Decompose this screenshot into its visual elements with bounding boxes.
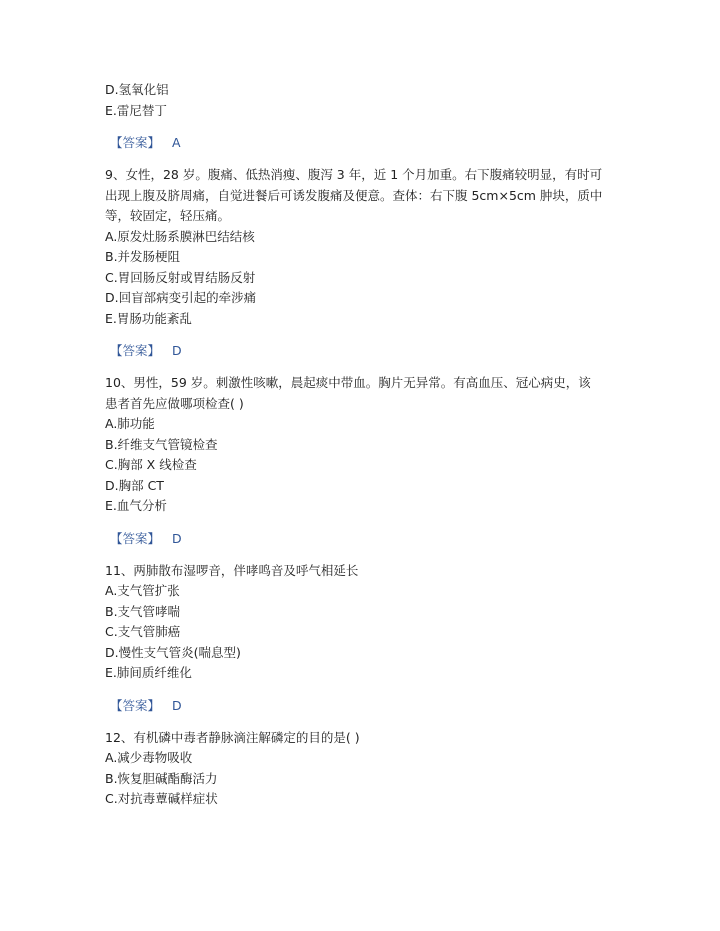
answer-label: 【答案】 <box>110 343 161 358</box>
option-line: B.恢复胆碱酯酶活力 <box>105 770 218 786</box>
option-line: A.减少毒物吸收 <box>105 750 193 765</box>
option-line: B.纤维支气管镜检查 <box>105 436 218 452</box>
option-line: D.氢氧化铝 <box>105 82 169 97</box>
answer-line <box>110 133 615 153</box>
option-line: B.并发肠梗阻 <box>105 249 181 264</box>
option-line: D.慢性支气管炎(喘息型) <box>105 644 241 660</box>
option-line: D.回盲部病变引起的牵涉痛 <box>105 290 257 305</box>
answer-line <box>110 696 615 716</box>
question-text: 出现上腹及脐周痛，自觉进餐后可诱发腹痛及便意。查体：右下腹 5cm×5cm 肿块，质中 <box>105 187 603 203</box>
option-line: E.胃肠功能紊乱 <box>105 310 192 326</box>
option-line: A.肺功能 <box>105 416 155 431</box>
question-text: 11、两肺散布湿啰音，伴哮鸣音及呼气相延长 <box>105 562 359 578</box>
option-line: D.胸部 CT <box>105 477 164 493</box>
page-content <box>105 80 615 810</box>
answer-value: D <box>172 343 182 358</box>
question-text: 9、女性，28 岁。腹痛、低热消瘦、腹泻 3 年，近 1 个月加重。右下腹痛较明显，有时可 <box>105 167 603 182</box>
answer-label: 【答案】 <box>110 697 161 713</box>
answer-line <box>110 341 615 361</box>
question-text: 患者首先应做哪项检查( ) <box>105 395 244 411</box>
option-line: C.支气管肺癌 <box>105 624 181 639</box>
answer-value: D <box>172 530 182 546</box>
option-line: E.肺间质纤维化 <box>105 665 192 680</box>
question-12 <box>105 728 615 810</box>
option-line: A.支气管扩张 <box>105 583 180 598</box>
answer-line <box>110 529 615 549</box>
option-line: C.胃回肠反射或胃结肠反射 <box>105 269 256 285</box>
option-line: C.对抗毒蕈碱样症状 <box>105 791 218 806</box>
question-text: 12、有机磷中毒者静脉滴注解磷定的目的是( ) <box>105 729 360 745</box>
question-text: 10、男性，59 岁。刺激性咳嗽，晨起痰中带血。胸片无异常。有高血压、冠心病史，该 <box>105 375 591 390</box>
question-11 <box>105 561 615 716</box>
option-line: B.支气管哮喘 <box>105 603 181 619</box>
option-line: E.血气分析 <box>105 498 167 513</box>
option-line: C.胸部 X 线检查 <box>105 457 197 472</box>
option-line: A.原发灶肠系膜淋巴结结核 <box>105 228 255 244</box>
answer-value: A <box>172 135 181 150</box>
question-9 <box>105 165 615 361</box>
question-10 <box>105 373 615 549</box>
answer-label: 【答案】 <box>110 530 161 546</box>
option-line: E.雷尼替丁 <box>105 102 167 118</box>
question-text: 等，较固定，轻压痛。 <box>105 208 231 223</box>
answer-label: 【答案】 <box>110 135 161 150</box>
answer-value: D <box>172 697 182 713</box>
